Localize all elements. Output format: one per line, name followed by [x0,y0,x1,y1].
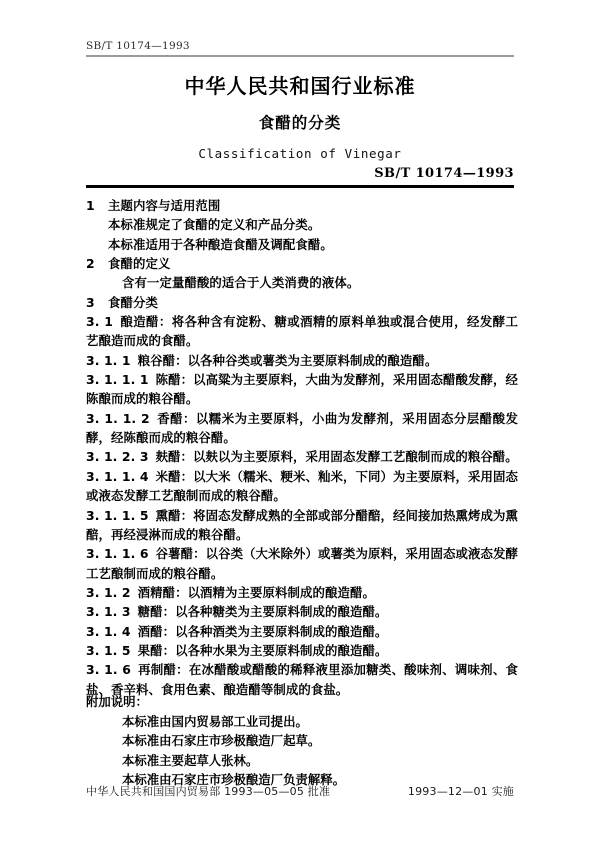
document-subtitle: 食醋的分类 [258,114,342,132]
clause-text: 食醋分类 [108,294,158,310]
page-title: 中华人民共和国行业标准 [184,74,416,98]
document-body [86,196,518,699]
clause-text: 粮谷醋：以各种谷类或薯类为主要原料制成的酿造醋。 [137,352,438,368]
clause-text: 再制醋：在冰醋酸或醋酸的稀释液里添加糖类、酸味剂、调味剂、食盐、香辛料、食用色素、酿造醋等制成的食盐。 [86,662,519,697]
clause-text: 谷薯醋：以谷类（大米除外）或薯类为原料，采用固态或液态发酵工艺酿制而成的粮谷醋。 [86,546,518,581]
supplementary-note-line: 本标准主要起草人张林。 [122,752,259,768]
header-rule [86,55,514,57]
clause [86,215,518,234]
supplementary-note-title: 附加说明： [86,694,148,709]
standard-number-block [86,166,514,188]
clause-number: 3. 1. 1. 6 [86,546,149,562]
clause [86,622,518,641]
clause [86,370,518,409]
title-block [0,74,600,161]
standard-number: SB/T 10174—1993 [374,166,514,181]
clause-number: 3. 1. 1. 1 [86,372,149,388]
clause [86,196,518,215]
footer-approval-text: 中华人民共和国国内贸易部 1993—05—05 批准 [86,785,331,798]
clause-number: 3. 1. 1. 2 [86,410,150,426]
clause-text: 米醋：以大米（糯米、粳米、籼米，下同）为主要原料，采用固态或液态发酵工艺酿制而成的粮谷醋。 [86,468,518,504]
clause [86,254,518,273]
header-standard-number: SB/T 10174—1993 [86,40,190,52]
clause [86,409,518,448]
clause-number: 3. 1. 2 [86,584,131,600]
supplementary-note-line: 本标准由国内贸易部工业司提出。 [122,713,308,729]
document-title-english: Classification of Vinegar [198,145,402,161]
clause [86,602,518,621]
standard-number-rule [86,185,514,188]
supplementary-note-line: 本标准由石家庄市珍极酿造厂负责解释。 [122,772,346,787]
clause [86,273,518,292]
clause-number: 3 [86,294,95,310]
clause-text: 本标准适用于各种酿造食醋及调配食醋。 [108,236,333,252]
clause-text: 酒精醋：以酒精为主要原料制成的酿造醋。 [137,584,375,600]
clause-text: 主题内容与适用范围 [108,198,221,213]
footer-implementation-text: 1993—12—01 实施 [407,785,514,798]
clause-text: 陈醋：以高粱为主要原料，大曲为发酵剂，采用固态醋酸发酵，经陈酿而成的粮谷醋。 [86,372,518,407]
clause [86,544,518,583]
clause-number: 3. 1. 6 [86,662,131,678]
clause [86,351,518,370]
clause [86,312,518,351]
supplementary-note-line: 本标准由石家庄市珍极酿造厂起草。 [122,733,321,748]
clause-text: 含有一定量醋酸的适合于人类消费的液体。 [122,275,360,291]
clause-text: 香醋：以糯米为主要原料，小曲为发酵剂，采用固态分层醋酸发酵，经陈酿而成的粮谷醋。 [86,410,518,446]
clause [86,583,518,602]
clause-number: 3. 1. 1. 4 [86,468,149,484]
running-header [86,40,514,57]
clause-text: 酒醋：以各种酒类为主要原料制成的酿造醋。 [137,623,388,639]
clause [86,467,518,506]
clause [86,293,518,312]
clause [86,506,518,545]
clause [86,235,518,254]
clause-number: 3. 1. 1 [86,352,131,368]
clause-number: 1 [86,198,95,213]
clause-number: 3. 1. 1. 5 [86,507,149,523]
clause-number: 2 [86,256,95,272]
clause-number: 3. 1. 3 [86,604,131,620]
clause [86,641,518,660]
clause-text: 熏醋：将固态发酵成熟的全部或部分醋醅，经间接加热熏烤成为熏醅，再经浸淋而成的粮谷醋。 [86,507,518,542]
clause-number: 3. 1 [86,314,114,330]
clause-text: 麸醋：以麸以为主要原料，采用固态发酵工艺酿制而成的粮谷醋。 [155,449,518,465]
clause-text: 果醋：以各种水果为主要原料制成的酿造醋。 [137,642,388,658]
clause-text: 糖醋：以各种糖类为主要原料制成的酿造醋。 [137,604,388,620]
clause-text: 食醋的定义 [108,256,171,272]
clause-text: 本标准规定了食醋的定义和产品分类。 [108,217,321,233]
page-footer [86,783,514,799]
supplementary-note [86,692,518,790]
clause-number: 3. 1. 2. 3 [86,449,149,465]
clause-text: 酿造醋：将各种含有淀粉、糖或酒精的原料单独或混合使用，经发酵工艺酿造而成的食醋。 [86,314,518,349]
clause [86,447,518,466]
clause-number: 3. 1. 4 [86,623,131,639]
clause-number: 3. 1. 5 [86,642,131,658]
